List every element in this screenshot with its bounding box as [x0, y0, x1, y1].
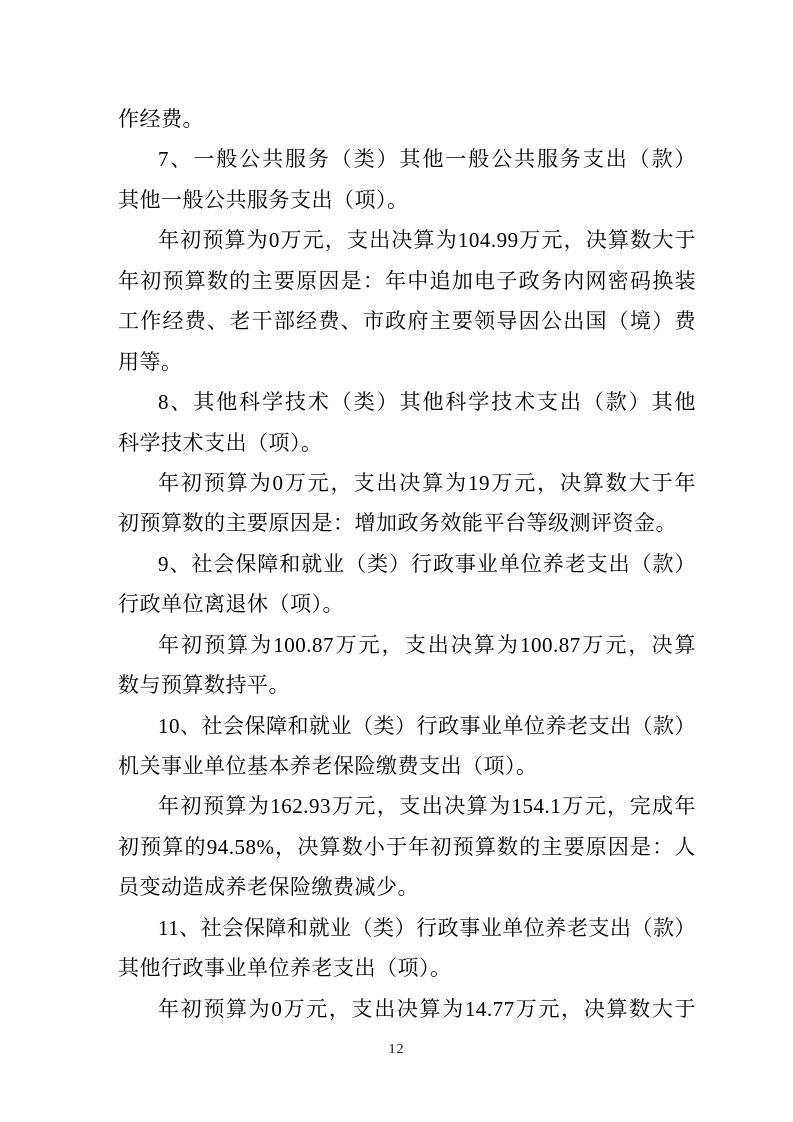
text-line: 年初预算为0万元，支出决算为104.99万元，决算数大于: [158, 228, 696, 253]
text-line: 年初预算数的主要原因是：年中追加电子政务内网密码换装: [118, 268, 696, 293]
text-line: 数与预算数持平。: [118, 673, 290, 698]
text-line: 11、社会保障和就业（类）行政事业单位养老支出（款）: [158, 915, 696, 940]
page-footer: [0, 1040, 793, 1060]
text-line: 年初预算为0万元，支出决算为14.77万元，决算数大于: [158, 996, 696, 1021]
text-line: 年初预算为162.93万元，支出决算为154.1万元，完成年: [158, 794, 696, 819]
text-line: 用等。: [118, 349, 183, 374]
text-line: 工作经费、老干部经费、市政府主要领导因公出国（境）费: [118, 309, 696, 334]
text-line: 行政单位离退休（项）。: [118, 592, 344, 617]
text-line: 初预算数的主要原因是：增加政务效能平台等级测评资金。: [118, 511, 677, 536]
text-line: 其他行政事业单位养老支出（项）。: [118, 956, 452, 981]
text-line: 7、一般公共服务（类）其他一般公共服务支出（款）: [158, 147, 696, 172]
text-line: 机关事业单位基本养老保险缴费支出（项）。: [118, 754, 538, 778]
text-line: 作经费。: [118, 107, 204, 131]
text-line: 其他一般公共服务支出（项）。: [118, 187, 409, 212]
text-line: 员变动造成养老保险缴费减少。: [118, 875, 419, 900]
text-line: 年初预算为100.87万元，支出决算为100.87万元，决算: [158, 632, 696, 657]
text-line: 10、社会保障和就业（类）行政事业单位养老支出（款）: [158, 713, 696, 738]
text-line: 9、社会保障和就业（类）行政事业单位养老支出（款）: [158, 551, 696, 576]
document-body: [118, 99, 696, 1029]
page-number: 12: [388, 1042, 405, 1057]
text-line: 科学技术支出（项）。: [118, 430, 323, 455]
text-line: 年初预算为0万元，支出决算为19万元，决算数大于年: [158, 470, 696, 495]
text-line: 初预算的94.58%，决算数小于年初预算数的主要原因是：人: [118, 834, 696, 859]
text-line: 8、其他科学技术（类）其他科学技术支出（款）其他: [158, 390, 696, 415]
